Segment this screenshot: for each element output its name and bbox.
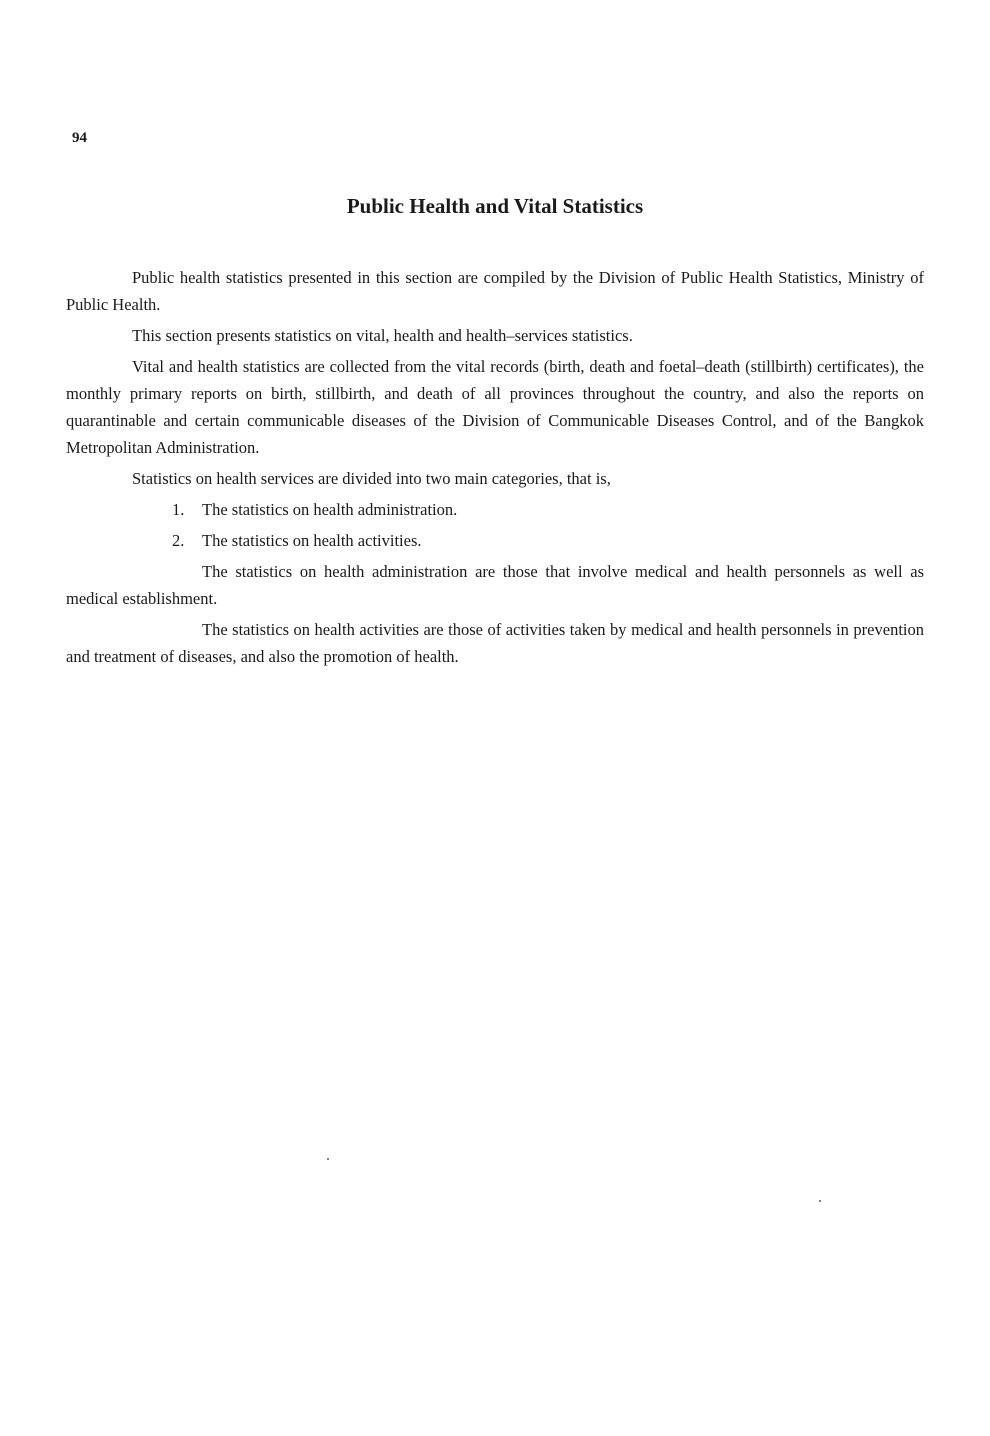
- paragraph-administration: The statistics on health administration are those that involve medical and health personnels as well as medical establishment.: [66, 562, 924, 608]
- paragraph-intro: Public health statistics presented in this section are compiled by the Division of Public Health Statistics, Ministry of Public Health.: [66, 268, 924, 314]
- list-item-number: 1.: [172, 500, 185, 519]
- list-item: [66, 496, 924, 523]
- paragraph-scope: This section presents statistics on vital, health and health–services statistics.: [132, 326, 633, 345]
- page-title: Public Health and Vital Statistics: [346, 194, 644, 218]
- paragraph-activities: The statistics on health activities are those of activities taken by medical and health personnels in prevention and treatment of diseases, and also the promotion of health.: [66, 620, 924, 666]
- scan-speck: [819, 1200, 821, 1202]
- list-item: [66, 527, 924, 554]
- page-number: 94: [72, 130, 87, 146]
- body-text: [66, 264, 924, 674]
- list-item-number: 2.: [172, 531, 185, 550]
- list-item-text: The statistics on health administration.: [202, 500, 458, 519]
- paragraph-categories: Statistics on health services are divided into two main categories, that is,: [132, 469, 611, 488]
- list-item-text: The statistics on health activities.: [202, 531, 422, 550]
- scan-speck: [327, 1158, 329, 1160]
- paragraph-vital-sources: Vital and health statistics are collected from the vital records (birth, death and foetal–death (stillbirth) certificates), the monthly primary reports on birth, stillbirth, and death of all provinces throughout the country, and also the reports on quarantinable and certain communicable diseases of the Division of Communicable Diseases Control, and of the Bangkok Metropolitan Administration.: [66, 357, 924, 457]
- category-list: [66, 496, 924, 554]
